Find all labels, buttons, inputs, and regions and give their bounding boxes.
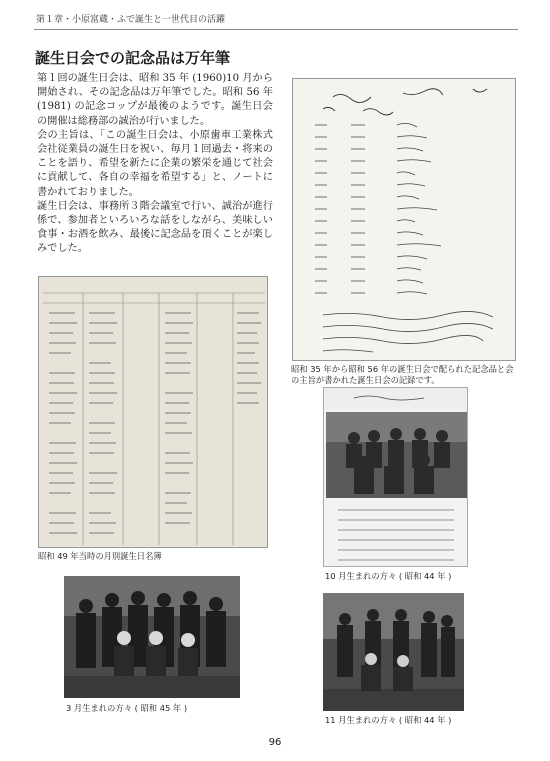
ledger-caption: 昭和 49 年当時の月別誕生日名簿 xyxy=(38,551,162,561)
paragraph-2: 会の主旨は、「この誕生日会は、小原歯車工業株式会社従業員の誕生日を祝い、毎月１回過去・将来のことを語り、希望を新たに企業の繁栄を通じて社会に貢献して、各自の幸福を希望する」と、ノートに書かれておりました。 xyxy=(37,129,273,198)
paragraph-3: 誕生日会は、事務所３階会議室で行い、誠治が進行係で、参加者といろいろな話をしながら、美味しい食事・お酒を飲み、最後に記念品を頂くことが楽しみでした。 xyxy=(37,200,273,255)
memo-scribble xyxy=(293,79,516,361)
photo-october-caption: 10 月生まれの方々 ( 昭和 44 年 ) xyxy=(325,571,452,581)
ledger-grid xyxy=(39,277,268,548)
photo-march-graphic xyxy=(64,576,240,698)
photo-november xyxy=(323,593,464,711)
memo-caption: 昭和 35 年から昭和 56 年の誕生日会で配られた記念品と会の主旨が書かれた誕生日会の記録です。 xyxy=(291,364,514,385)
paragraph-1: 第１回の誕生日会は、昭和 35 年 (1960)10 月から開始され、その記念品は万年筆でした。昭和 56 年 (1981) の記念コップが最後のようです。誕生日会の開催は総務部の誠治が行いました。 xyxy=(37,73,273,127)
photo-march xyxy=(64,576,240,698)
memo-image xyxy=(292,78,516,361)
photo-november-graphic xyxy=(323,593,464,711)
ledger-image xyxy=(38,276,268,548)
section-title: 誕生日会での記念品は万年筆 xyxy=(35,49,231,67)
photo-march-caption: 3 月生まれの方々 ( 昭和 45 年 ) xyxy=(66,703,188,713)
photo-november-caption: 11 月生まれの方々 ( 昭和 44 年 ) xyxy=(325,715,452,725)
header-rule xyxy=(34,29,518,30)
body-text xyxy=(37,72,273,257)
running-header: 第１章・小原富蔵・ふで誕生と一世代目の活躍 xyxy=(36,15,226,25)
photo-october xyxy=(323,387,468,567)
photo-october-graphic xyxy=(324,388,468,567)
page-number: 96 xyxy=(268,737,282,748)
